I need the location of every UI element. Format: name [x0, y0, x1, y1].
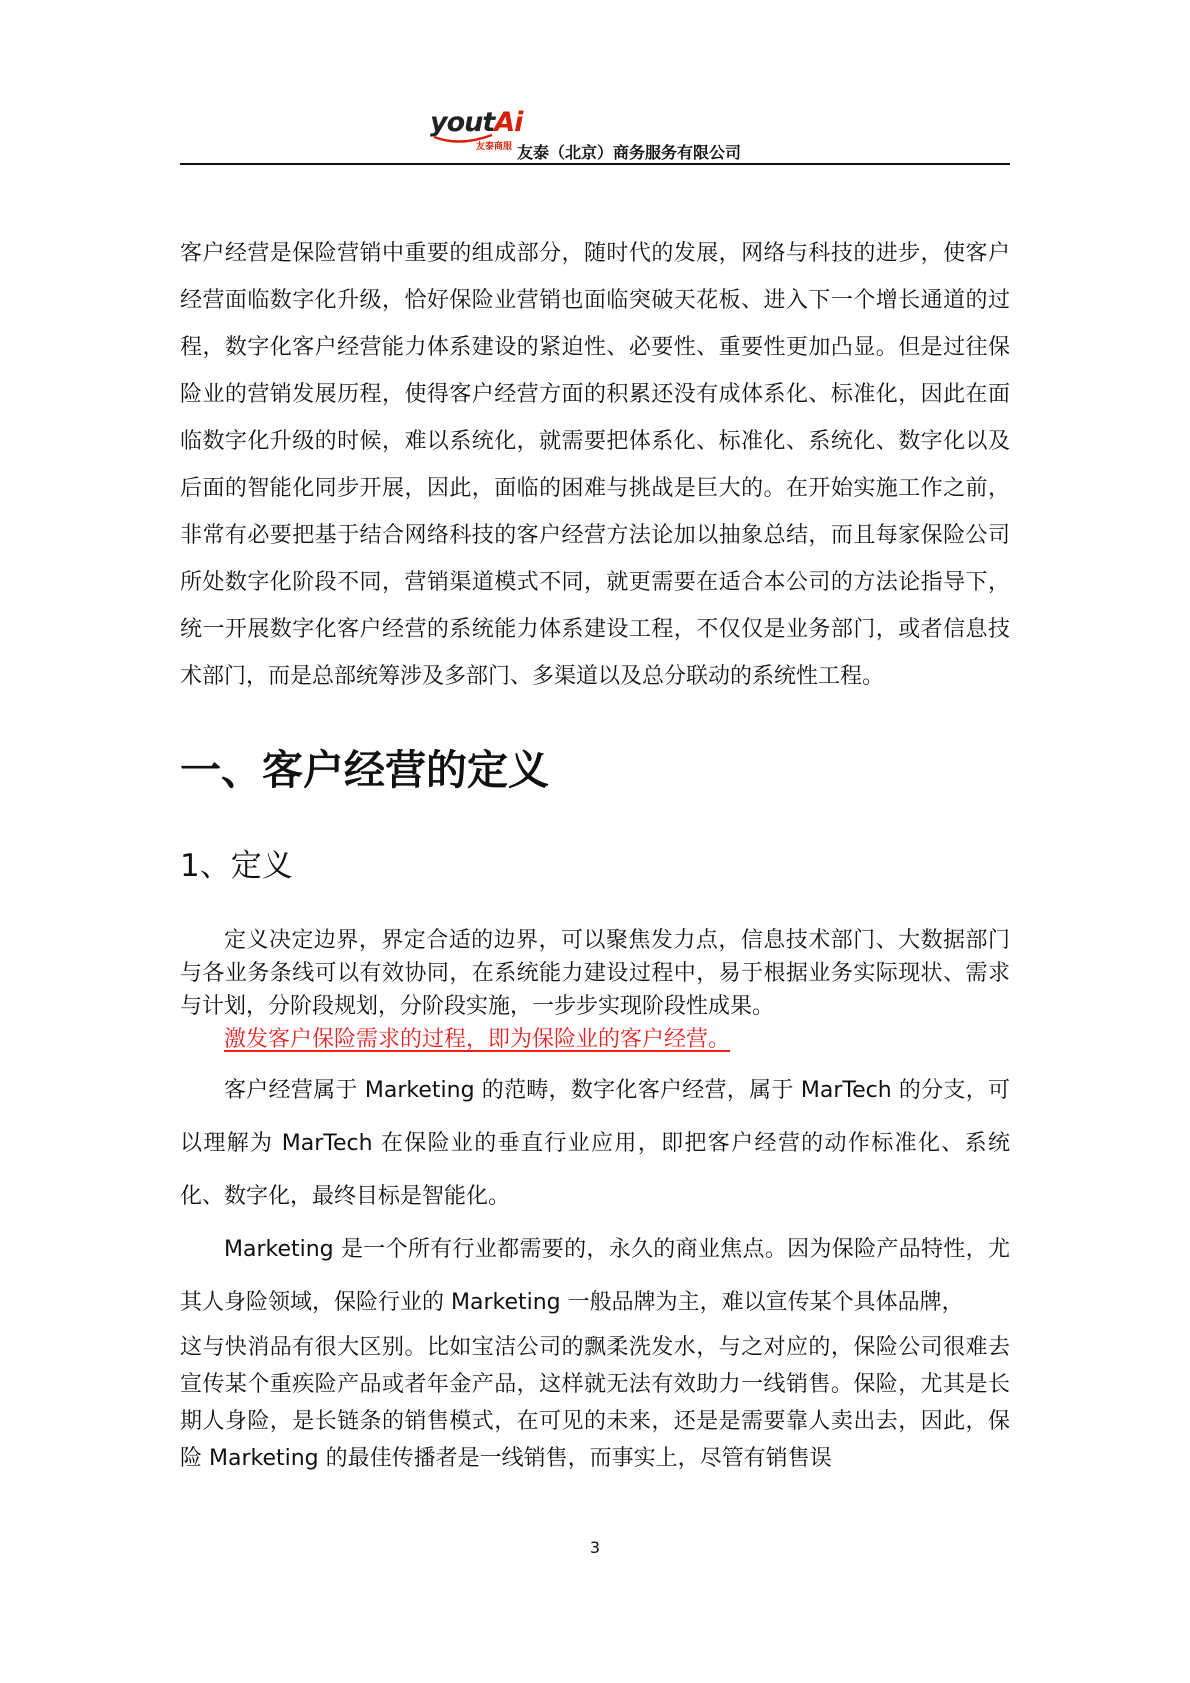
logo-text-accent: Ai: [494, 107, 523, 138]
marketing-paragraph-2-part-2: 这与快消品有很大区别。比如宝洁公司的飘柔洗发水，与之对应的，保险公司很难去宣传某个重疾险产品或者年金产品，这样就无法有效助力一线销售。保险，尤其是长期人身险，是长链条的销售模式，在可见的未来，还是是需要靠人卖出去，因此，保险 Marketing 的最佳传播者是一线销售，而事实上，尽管有销售误: [180, 1335, 1010, 1471]
company-name: 友泰（北京）商务服务有限公司: [517, 143, 742, 162]
marketing-paragraph: 客户经营属于 Marketing 的范畴，数字化客户经营，属于 MarTech 的分支，可以理解为 MarTech 在保险业的垂直行业应用，即把客户经营的动作标准化、系统化、数字化，最终目标是智能化。: [180, 1078, 1010, 1209]
page-body: [180, 230, 1010, 1477]
logo-text-main: yout: [430, 107, 495, 138]
page-number: 3: [589, 1538, 601, 1557]
header-divider: [180, 163, 1010, 165]
intro-paragraph: 客户经营是保险营销中重要的组成部分，随时代的发展，网络与科技的进步，使客户经营面临数字化升级，恰好保险业营销也面临突破天花板、进入下一个增长通道的过程，数字化客户经营能力体系建设的紧迫性、必要性、重要性更加凸显。但是过往保险业的营销发展历程，使得客户经营方面的积累还没有成体系化、标准化，因此在面临数字化升级的时候，难以系统化，就需要把体系化、标准化、系统化、数字化以及后面的智能化同步开展，因此，面临的困难与挑战是巨大的。在开始实施工作之前，非常有必要把基于结合网络科技的客户经营方法论加以抽象总结，而且每家保险公司所处数字化阶段不同，营销渠道模式不同，就更需要在适合本公司的方法论指导下，统一开展数字化客户经营的系统能力体系建设工程，不仅仅是业务部门，或者信息技术部门，而是总部统筹涉及多部门、多渠道以及总分联动的系统性工程。: [180, 241, 1010, 689]
section-title: 一、客户经营的定义: [180, 746, 549, 794]
definition-paragraph: 定义决定边界，界定合适的边界，可以聚焦发力点，信息技术部门、大数据部门与各业务条线可以有效协同，在系统能力建设过程中，易于根据业务实际现状、需求与计划，分阶段规划，分阶段实施，一步步实现阶段性成果。: [180, 928, 1010, 1019]
highlight-sentence: 激发客户保险需求的过程，即为保险业的客户经营。: [224, 1027, 731, 1052]
subsection-title: 1、定义: [180, 848, 293, 884]
marketing-paragraph-2-part-1: Marketing 是一个所有行业都需要的，永久的商业焦点。因为保险产品特性，尤其人身险领域，保险行业的 Marketing 一般品牌为主，难以宣传某个具体品牌，: [180, 1237, 1010, 1315]
page-header: [180, 105, 1010, 165]
logo-subtitle: 友泰商服: [476, 142, 513, 152]
highlight-sentence-line: [180, 1023, 1010, 1056]
